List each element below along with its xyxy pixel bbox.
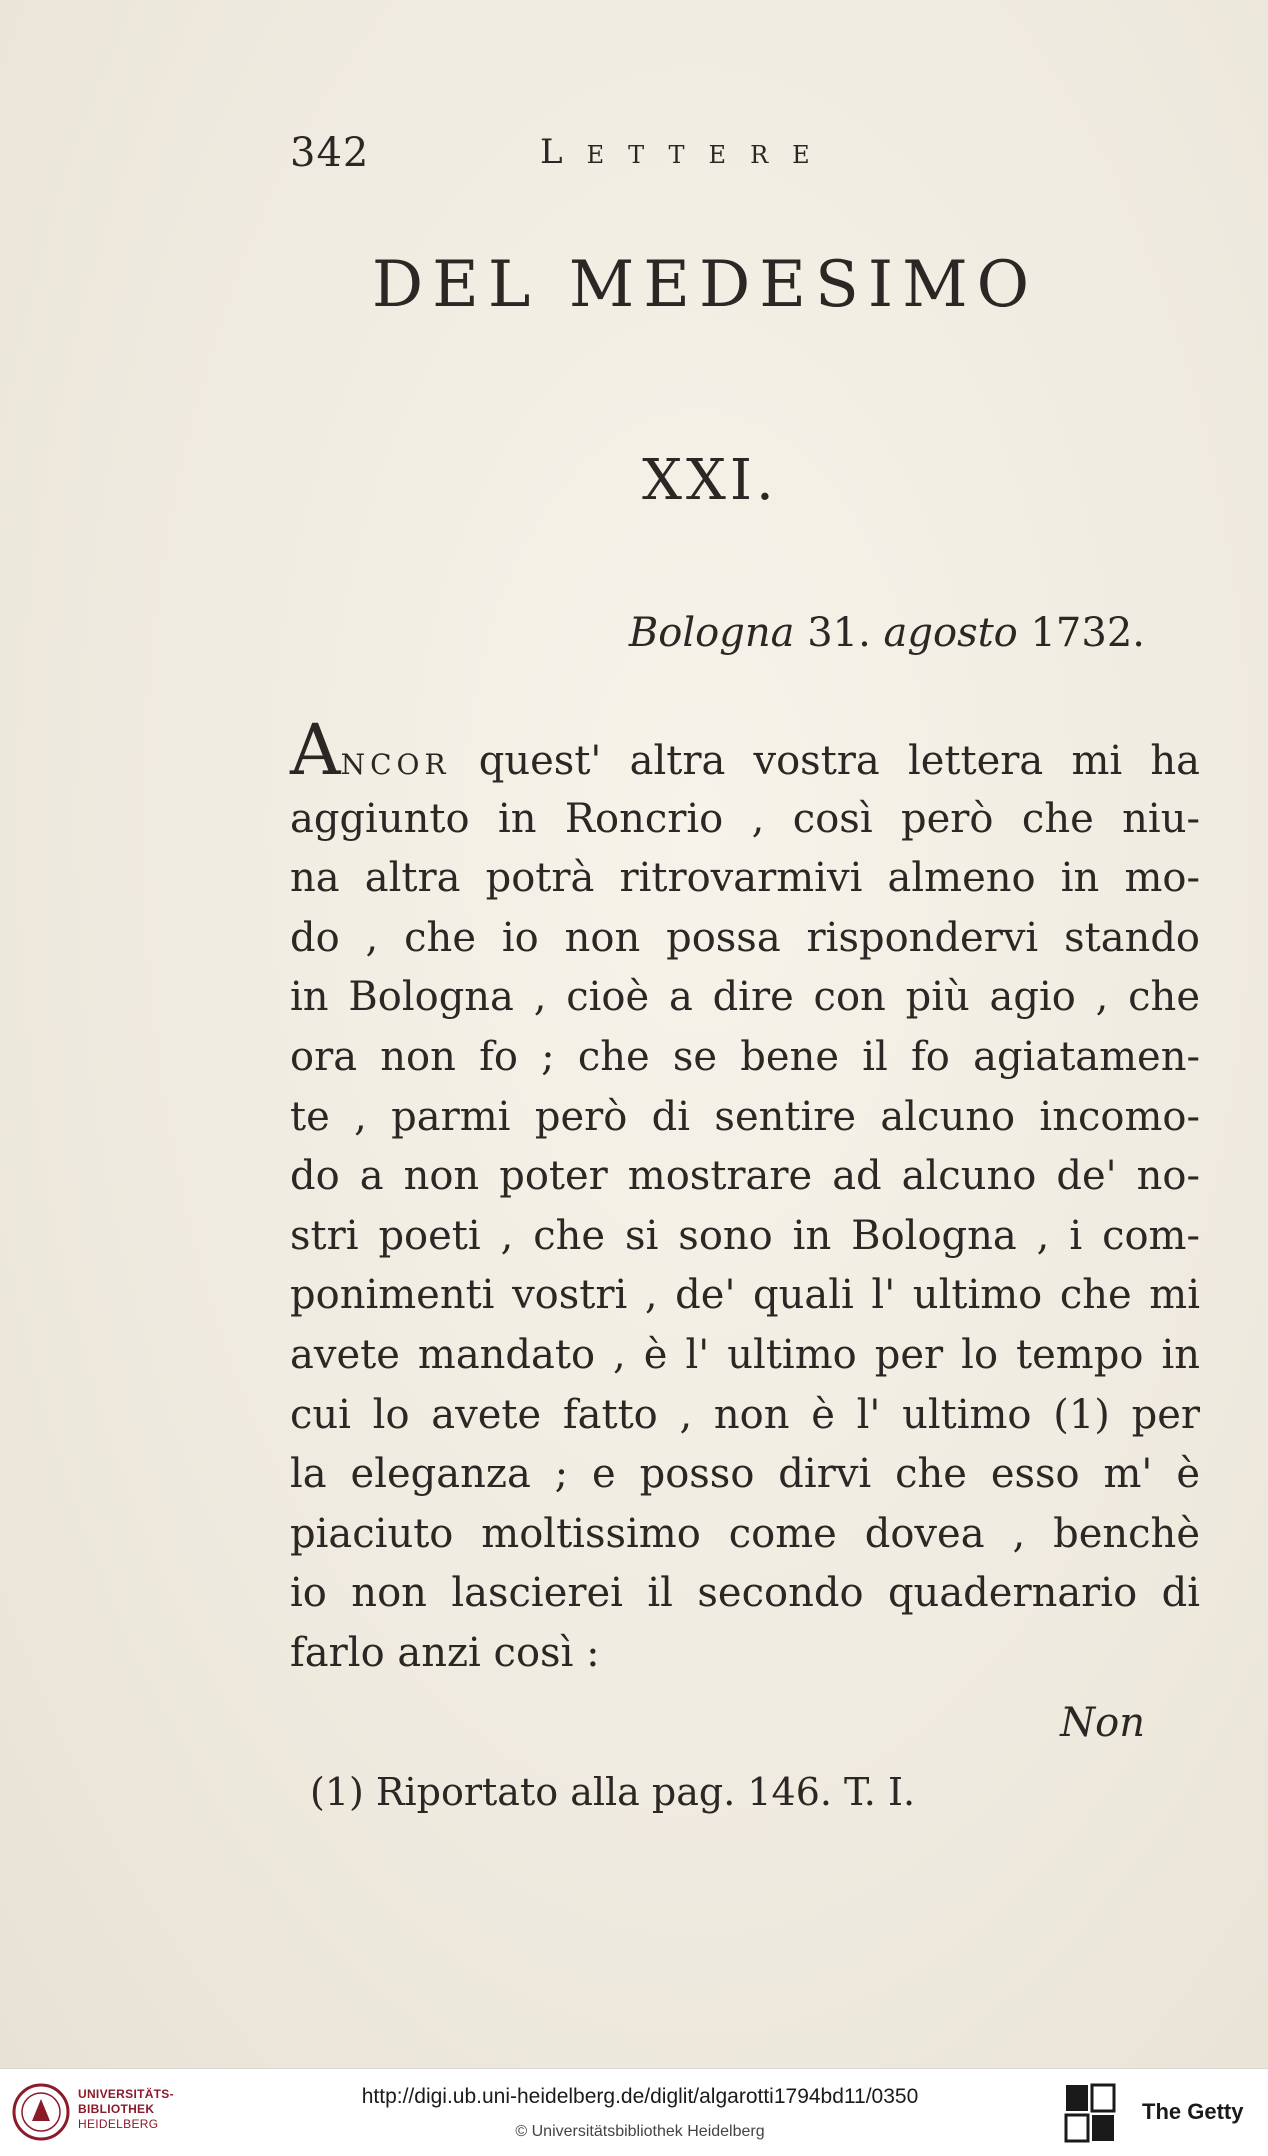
body-line: in Bologna , cioè a dire con più agio , che <box>290 974 1200 1021</box>
drop-cap: A <box>290 709 341 791</box>
body-line-first <box>290 709 1200 791</box>
body-line: la eleganza ; e posso dirvi che esso m' è <box>290 1451 1200 1498</box>
section-title: DEL MEDESIMO <box>371 248 1039 322</box>
dateline-day: 31. <box>807 610 871 656</box>
body-line: te , parmi però di sentire alcuno incomo- <box>290 1093 1200 1140</box>
getty-logo-icon <box>1064 2083 1118 2143</box>
body-line: do , che io non possa rispondervi stando <box>290 914 1200 961</box>
viewer-footer <box>0 2068 1268 2156</box>
body-line: aggiunto in Roncrio , così però che niu- <box>290 795 1200 842</box>
institution-line-1: UNIVERSITÄTS- <box>78 2087 174 2101</box>
body-line: na altra potrà ritrovarmivi almeno in mo- <box>290 855 1200 902</box>
dateline-month: agosto <box>883 610 1018 656</box>
body-line: avete mandato , è l' ultimo per lo tempo in <box>290 1331 1200 1378</box>
body-line: do a non poter mostrare ad alcuno de' no- <box>290 1153 1200 1200</box>
body-line: cui lo avete fatto , non è l' ultimo (1) per <box>290 1391 1200 1438</box>
dateline <box>500 610 1145 656</box>
dateline-year: 1732. <box>1030 610 1145 656</box>
institution-line-3: HEIDELBERG <box>78 2117 159 2131</box>
partner-name: The Getty <box>1142 2099 1244 2124</box>
first-line-text: quest' altra vostra lettera mi ha <box>478 738 1200 784</box>
body-line: piaciuto moltissimo come dovea , benchè <box>290 1510 1200 1557</box>
running-head <box>290 130 990 180</box>
body-line: ora non fo ; che se bene il fo agiatamen- <box>290 1033 1200 1080</box>
body-line-last: farlo anzi così : <box>290 1629 600 1676</box>
institution-name <box>78 2087 174 2132</box>
permalink-url[interactable]: http://digi.ub.uni-heidelberg.de/diglit/algarotti1794bd11/0350 <box>361 2085 919 2108</box>
footnote: (1) Riportato alla pag. 146. T. I. <box>310 1770 916 1814</box>
institution-line-2: BIBLIOTHEK <box>78 2102 155 2116</box>
body-line: ponimenti vostri , de' quali l' ultimo che mi <box>290 1272 1200 1319</box>
copyright-notice: © Universitätsbibliothek Heidelberg <box>515 2123 765 2140</box>
running-title: Lettere <box>540 132 834 172</box>
dateline-place: Bologna <box>628 610 795 656</box>
small-caps-opening: ncor <box>340 738 451 784</box>
body-line: stri poeti , che si sono in Bologna , i com- <box>290 1212 1200 1259</box>
page-number: 342 <box>290 130 370 176</box>
university-seal-icon <box>12 2083 70 2141</box>
letter-body <box>290 709 1200 1684</box>
letter-number: XXI. <box>642 448 778 513</box>
body-line: io non lascierei il secondo quadernario di <box>290 1570 1200 1617</box>
catchword: Non <box>1060 1700 1145 1746</box>
